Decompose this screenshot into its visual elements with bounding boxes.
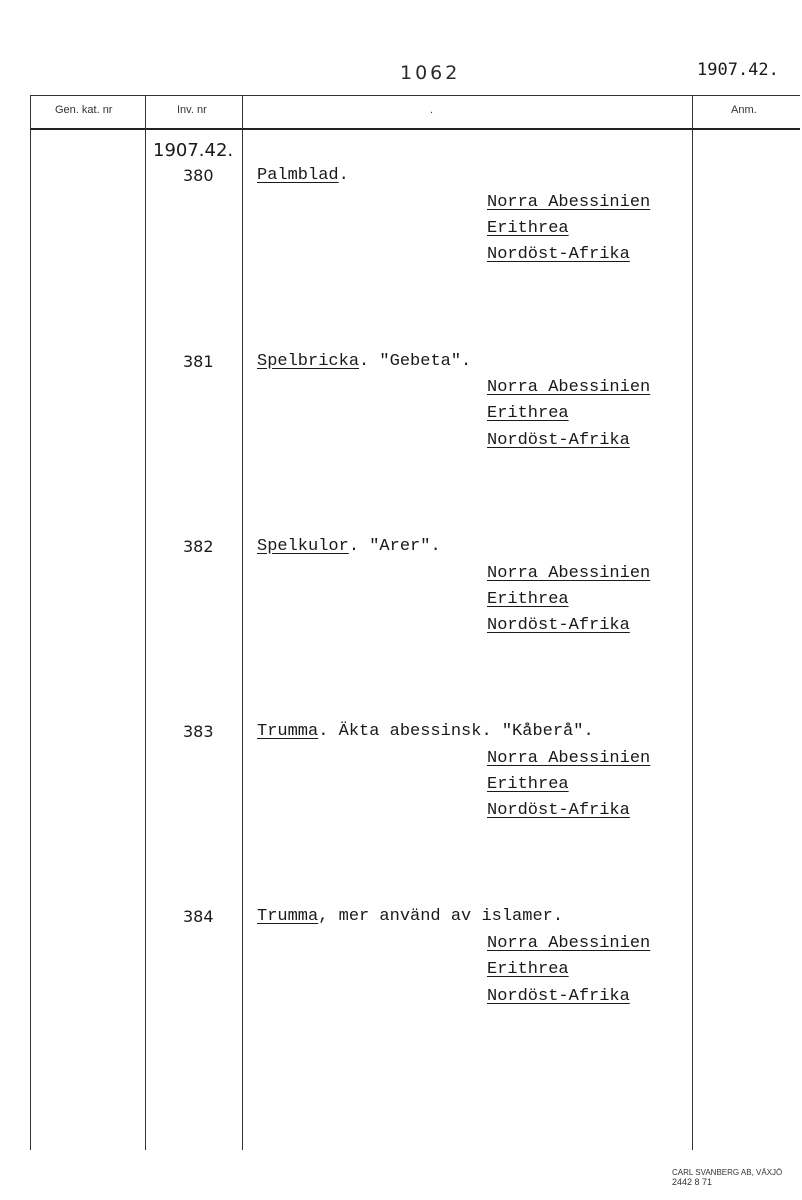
location-text: Norra Abessinien bbox=[487, 378, 651, 397]
printer-imprint bbox=[672, 1168, 802, 1187]
location-text: Norra Abessinien bbox=[487, 193, 651, 212]
entry-location-383-region bbox=[487, 749, 650, 768]
location-text: Erithrea bbox=[487, 219, 569, 238]
entry-location-383-country bbox=[487, 775, 569, 794]
column-header-inv: Inv. nr bbox=[177, 104, 207, 116]
entry-location-381-region bbox=[487, 378, 650, 397]
form-number: 2442 8 71 bbox=[672, 1177, 713, 1187]
column-rule-gen-inv bbox=[145, 95, 146, 1150]
entry-location-382-continent bbox=[487, 616, 630, 635]
entry-location-384-region bbox=[487, 934, 650, 953]
entry-description-383 bbox=[257, 722, 594, 741]
page-number: 1062 bbox=[400, 62, 461, 84]
entry-detail: . bbox=[338, 166, 349, 185]
location-text: Nordöst-Afrika bbox=[487, 801, 630, 820]
year-entry: 1907.42. bbox=[153, 140, 234, 161]
inv-number-383: 383 bbox=[183, 722, 214, 741]
column-header-anm: Anm. bbox=[731, 104, 757, 116]
entry-detail: . "Gebeta". bbox=[359, 352, 472, 371]
column-header-gen-kat: Gen. kat. nr bbox=[55, 104, 113, 116]
entry-location-384-country bbox=[487, 960, 569, 979]
location-text: Nordöst-Afrika bbox=[487, 431, 630, 450]
entry-title: Spelbricka bbox=[257, 352, 360, 371]
location-text: Erithrea bbox=[487, 590, 569, 609]
location-text: Erithrea bbox=[487, 960, 569, 979]
entry-detail: . "Arer". bbox=[348, 537, 441, 556]
entry-title: Trumma bbox=[257, 722, 319, 741]
location-text: Norra Abessinien bbox=[487, 934, 651, 953]
entry-description-382 bbox=[257, 537, 441, 556]
location-text: Norra Abessinien bbox=[487, 749, 651, 768]
entry-location-380-continent bbox=[487, 245, 630, 264]
entry-location-380-region bbox=[487, 193, 650, 212]
location-text: Nordöst-Afrika bbox=[487, 616, 630, 635]
entry-detail: . Äkta abessinsk. "Kåberå". bbox=[318, 722, 594, 741]
entry-description-381 bbox=[257, 352, 471, 371]
location-text: Nordöst-Afrika bbox=[487, 987, 630, 1006]
entry-location-382-region bbox=[487, 564, 650, 583]
inv-number-384: 384 bbox=[183, 907, 214, 926]
column-rule-left bbox=[30, 95, 31, 1150]
entry-title: Spelkulor bbox=[257, 537, 349, 556]
entry-location-382-country bbox=[487, 590, 569, 609]
column-header-main: . bbox=[430, 104, 434, 116]
entry-description-384 bbox=[257, 907, 563, 926]
entry-detail: , mer använd av islamer. bbox=[318, 907, 564, 926]
location-text: Norra Abessinien bbox=[487, 564, 651, 583]
column-rule-main-anm bbox=[692, 95, 693, 1150]
entry-description-380 bbox=[257, 166, 349, 185]
location-text: Erithrea bbox=[487, 404, 569, 423]
location-text: Nordöst-Afrika bbox=[487, 245, 630, 264]
entry-location-381-country bbox=[487, 404, 569, 423]
entry-location-381-continent bbox=[487, 431, 630, 450]
printer-name: CARL SVANBERG AB, VÄXJÖ bbox=[672, 1168, 783, 1177]
entry-title: Trumma bbox=[257, 907, 319, 926]
entry-location-384-continent bbox=[487, 987, 630, 1006]
location-text: Erithrea bbox=[487, 775, 569, 794]
entry-location-383-continent bbox=[487, 801, 630, 820]
column-rule-inv-main bbox=[242, 95, 243, 1150]
accession-number-header: 1907.42. bbox=[697, 60, 779, 80]
inv-number-382: 382 bbox=[183, 537, 214, 556]
entry-location-380-country bbox=[487, 219, 569, 238]
entry-title: Palmblad bbox=[257, 166, 339, 185]
inv-number-381: 381 bbox=[183, 352, 214, 371]
inv-number-380: 380 bbox=[183, 166, 214, 185]
